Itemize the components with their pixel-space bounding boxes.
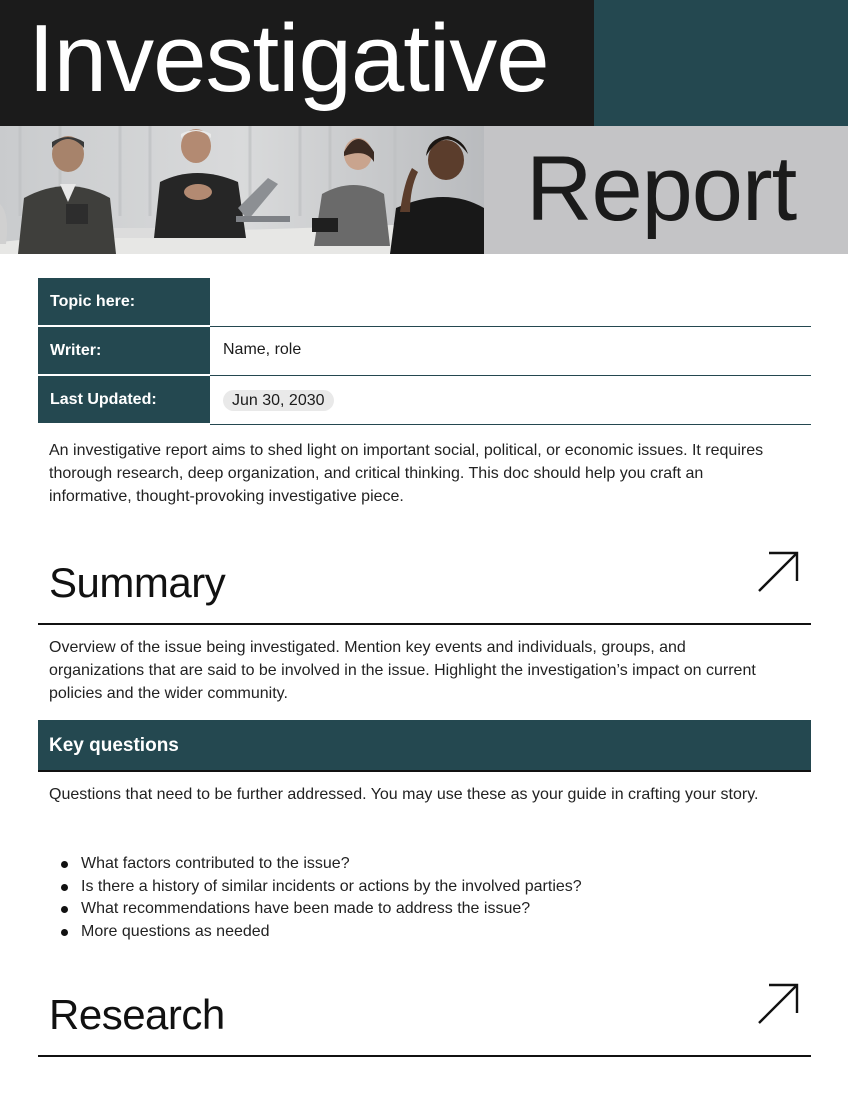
arrow-up-right-icon xyxy=(756,550,800,594)
writer-value: Name, role xyxy=(223,341,302,358)
arrow-up-right-icon xyxy=(756,982,800,1026)
accent-block xyxy=(594,0,848,126)
writer-label: Writer: xyxy=(38,327,210,374)
summary-paragraph: Overview of the issue being investigated. Mention key events and individuals, groups, and organizations that are said to be involved in the issue. Highlight the investigation’s impact on current policies and the wider community. xyxy=(49,639,756,702)
key-questions-heading: Key questions xyxy=(49,735,179,756)
info-divider xyxy=(210,326,811,327)
title-report: Report xyxy=(526,138,797,240)
list-item: More questions as needed xyxy=(49,921,582,944)
section-rule xyxy=(38,1055,811,1057)
list-item: What factors contributed to the issue? xyxy=(49,853,582,876)
meeting-photo xyxy=(0,126,484,254)
list-item: Is there a history of similar incidents or actions by the involved parties? xyxy=(49,876,582,899)
key-questions-list xyxy=(49,853,582,943)
list-item: What recommendations have been made to address the issue? xyxy=(49,898,582,921)
title-investigative: Investigative xyxy=(28,5,549,112)
section-rule xyxy=(38,623,811,625)
summary-heading: Summary xyxy=(49,559,226,606)
info-divider xyxy=(210,375,811,376)
date-chip[interactable]: Jun 30, 2030 xyxy=(223,390,334,411)
key-questions-paragraph: Questions that need to be further addressed. You may use these as your guide in crafting your story. xyxy=(49,786,759,803)
info-divider xyxy=(210,424,811,425)
topic-label: Topic here: xyxy=(38,278,210,325)
last-updated-label: Last Updated: xyxy=(38,376,210,423)
intro-paragraph: An investigative report aims to shed light on important social, political, or economic issues. It requires thorough research, deep organization, and critical thinking. This doc should help you craft an informative, thought-provoking investigative piece. xyxy=(49,442,764,505)
research-heading: Research xyxy=(49,991,225,1038)
